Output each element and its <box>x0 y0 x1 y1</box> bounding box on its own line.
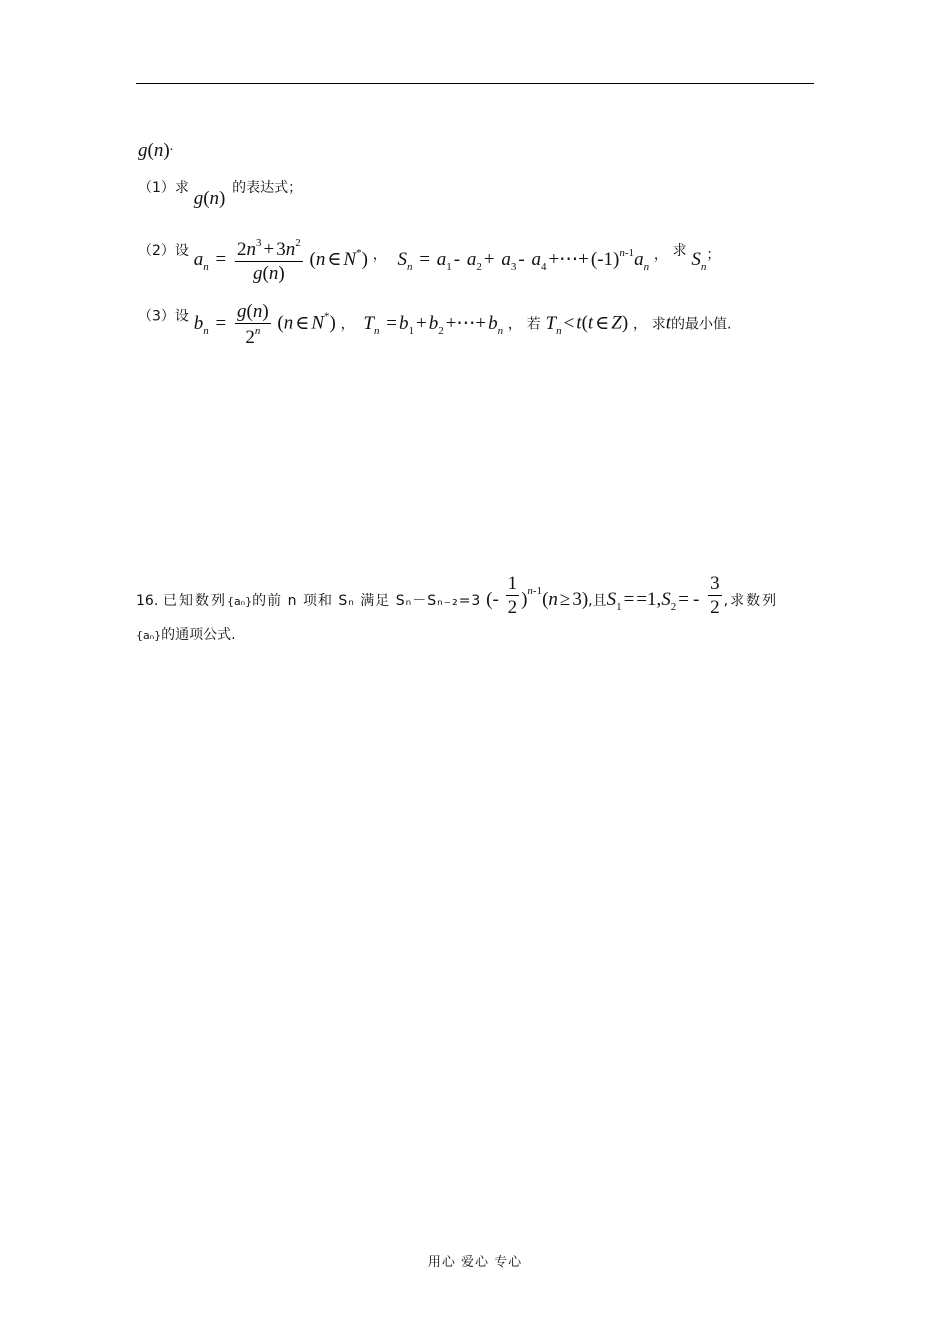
part-3-comma-2: ， <box>632 316 647 333</box>
problem-16-number: 16. <box>136 593 159 609</box>
problem-16-cond: ,且 <box>588 593 607 609</box>
problem-16-s2: = <box>678 589 690 610</box>
part-3-end: 的最小值. <box>671 316 732 333</box>
problem-16-line-2-seq: {aₙ} <box>136 629 162 642</box>
problem-16-seq: {aₙ} <box>227 595 253 608</box>
part-2-ask: 求 <box>672 243 687 259</box>
problem-16-line-1: 16. 已知数列{aₙ}的前 n 项和 Sₙ 满足 Sₙ－Sₙ₋₂=3 (- $\frac{1}{2}$ )$^{n-1}$(n ≥ 3),且$S_1 = =1,S_2$ = - $\frac{3}{2}$ ,求数列 <box>136 573 779 618</box>
formula-tn: $T_n$ <box>363 312 380 337</box>
problem-16-text-1: 已知数列 <box>163 593 228 609</box>
part-3-if: 若 <box>526 316 541 333</box>
part-1-formula: g(n) <box>193 188 226 209</box>
formula-bn: $b_n$ <box>193 312 209 337</box>
formula-an: $a_n$ <box>193 249 209 273</box>
problem-16-s1: =1, <box>636 589 662 610</box>
formula-sn-sum: $S_n$ <box>397 249 413 273</box>
part-3: （3）设 $b_n$ = $\frac{g(n)}{2^n}$ (n ∈ N*) ， $T_n = b_1 + b_2$ +⋯+ $b_n$ ， 若 $T_n < t(t$ ∈ Z) ， 求t的最小值. <box>138 301 732 348</box>
part-2-comma: ， <box>372 247 387 263</box>
part-1-marker: （1） <box>138 180 175 196</box>
formula-half-fraction: $\frac{1}{2}$ <box>507 573 518 618</box>
problem-16-line-2 <box>136 627 236 642</box>
part-1-text-before: 求 <box>174 180 189 196</box>
part-2-text-before: 设 <box>174 243 189 259</box>
continuation-line: g(n). <box>138 139 174 161</box>
part-3-t-var: t <box>665 312 671 334</box>
formula-an-fraction: $\frac{2n^3 + 3n^2}{g(n)}$ <box>236 237 301 284</box>
part-3-ask: 求 <box>651 316 666 333</box>
part-3-text-before: 设 <box>174 308 189 325</box>
problem-16-text-2: 的前 n 项和 Sₙ 满足 Sₙ－Sₙ₋₂=3 <box>252 593 482 609</box>
header-rule <box>136 83 814 84</box>
part-3-comma-1: ， <box>340 316 355 333</box>
part-2-marker: （2） <box>138 243 175 259</box>
footer: 用心 爱心 专心 <box>427 1255 523 1270</box>
problem-16-line-2-text: 的通项公式. <box>161 627 236 643</box>
part-3-marker: （3） <box>138 308 175 325</box>
formula-gn: g <box>138 140 148 161</box>
problem-16-tail: ,求数列 <box>723 593 779 609</box>
part-1-text-after: 的表达式； <box>232 180 303 196</box>
part-2-end: ； <box>706 247 721 263</box>
part-2-comma-2: ， <box>653 247 668 263</box>
part-3-comma-mid: ， <box>507 316 522 333</box>
part-1 <box>138 180 302 208</box>
formula-bn-fraction: $\frac{g(n)}{2^n}$ <box>236 301 269 348</box>
formula-three-half-fraction: $\frac{3}{2}$ <box>710 573 720 618</box>
part-2: （2）设 $a_n$ = $\frac{2n^3 + 3n^2}{g(n)}$ (n ∈ N*) ， $S_n = a_1 - a_2 + a_3 - a_4$ +⋯+ $(-1)^{n-1}a_n$ ， 求 $S_n$； <box>138 237 721 284</box>
